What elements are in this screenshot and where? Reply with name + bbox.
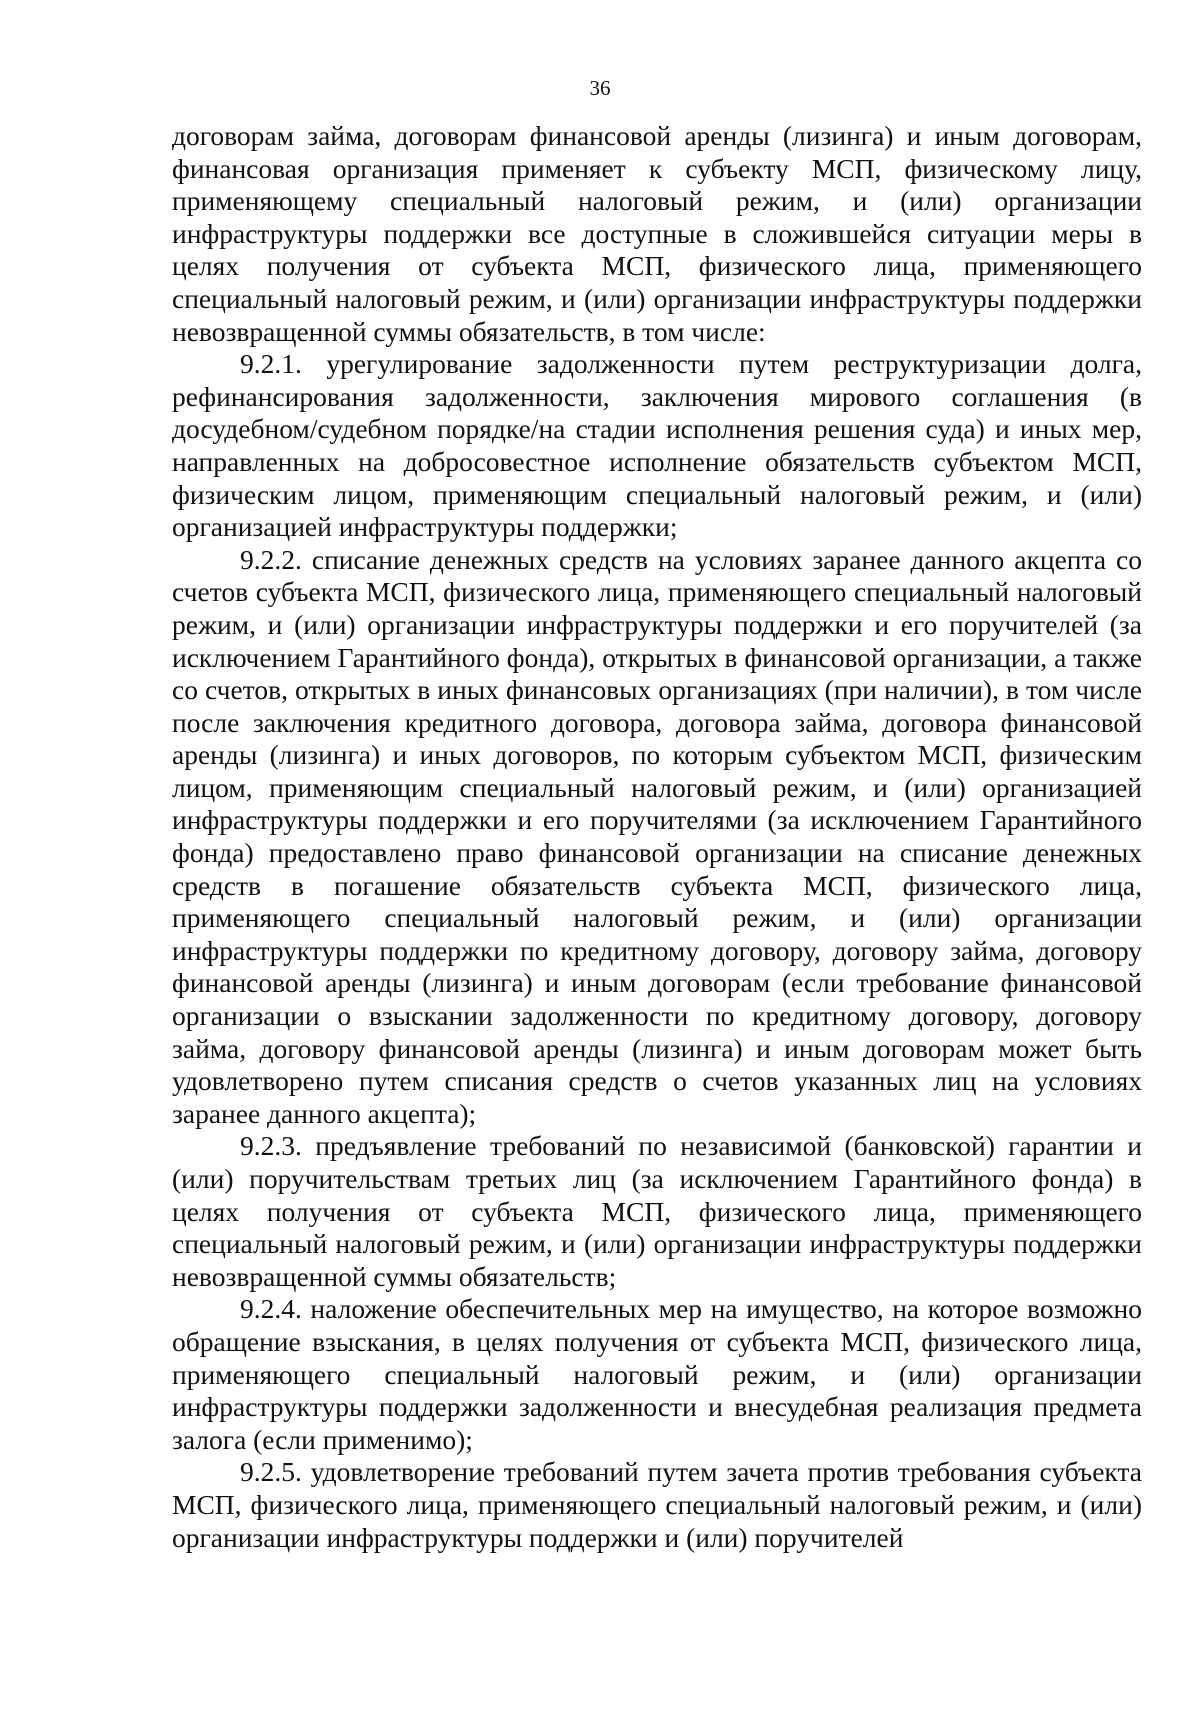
paragraph-9-2-3: 9.2.3. предъявление требований по независимой (банковской) гарантии и (или) поручительствам третьих лиц (за исключением Гарантийного фонда) в целях получения от субъекта МСП, физического лица, применяющего специальный налоговый режим, и (или) организации инфраструктуры поддержки невозвращенной суммы обязательств;: [172, 1130, 1142, 1292]
page-number: 36: [589, 76, 611, 100]
paragraph-9-2-5: 9.2.5. удовлетворение требований путем зачета против требования субъекта МСП, физического лица, применяющего специальный налоговый режим, и (или) организации инфраструктуры поддержки и (или) поручителей: [172, 1456, 1142, 1553]
paragraph-9-2-4: 9.2.4. наложение обеспечительных мер на имущество, на которое возможно обращение взыскания, в целях получения от субъекта МСП, физического лица, применяющего специальный налоговый режим, и (или) организации инфраструктуры поддержки задолженности и внесудебная реализация предмета залога (если применимо);: [172, 1293, 1142, 1455]
document-body: [172, 120, 1142, 1554]
paragraph-9-2-2: 9.2.2. списание денежных средств на условиях заранее данного акцепта со счетов субъекта МСП, физического лица, применяющего специальный налоговый режим, и (или) организации инфраструктуры поддержки и его поручителей (за исключением Гарантийного фонда), открытых в финансовой организации, а также со счетов, открытых в иных финансовых организациях (при наличии), в том числе после заключения кредитного договора, договора займа, договора финансовой аренды (лизинга) и иных договоров, по которым субъектом МСП, физическим лицом, применяющим специальный налоговый режим, и (или) организацией инфраструктуры поддержки и его поручителями (за исключением Гарантийного фонда) предоставлено право финансовой организации на списание денежных средств в погашение обязательств субъекта МСП, физического лица, применяющего специальный налоговый режим, и (или) организации инфраструктуры поддержки по кредитному договору, договору займа, договору финансовой аренды (лизинга) и иным договорам (если требование финансовой организации о взыскании задолженности по кредитному договору, договору займа, договору финансовой аренды (лизинга) и иным договорам может быть удовлетворено путем списания средств о счетов указанных лиц на условиях заранее данного акцепта);: [172, 543, 1142, 1129]
paragraph-9-2-1: 9.2.1. урегулирование задолженности путем реструктуризации долга, рефинансирования задолженности, заключения мирового соглашения (в досудебном/судебном порядке/на стадии исполнения решения суда) и иных мер, направленных на добросовестное исполнение обязательств субъектом МСП, физическим лицом, применяющим специальный налоговый режим, и (или) организацией инфраструктуры поддержки;: [172, 348, 1142, 543]
paragraph-continuation: договорам займа, договорам финансовой аренды (лизинга) и иным договорам, финансовая организация применяет к субъекту МСП, физическому лицу, применяющему специальный налоговый режим, и (или) организации инфраструктуры поддержки все доступные в сложившейся ситуации меры в целях получения от субъекта МСП, физического лица, применяющего специальный налоговый режим, и (или) организации инфраструктуры поддержки невозвращенной суммы обязательств, в том числе:: [172, 120, 1142, 347]
